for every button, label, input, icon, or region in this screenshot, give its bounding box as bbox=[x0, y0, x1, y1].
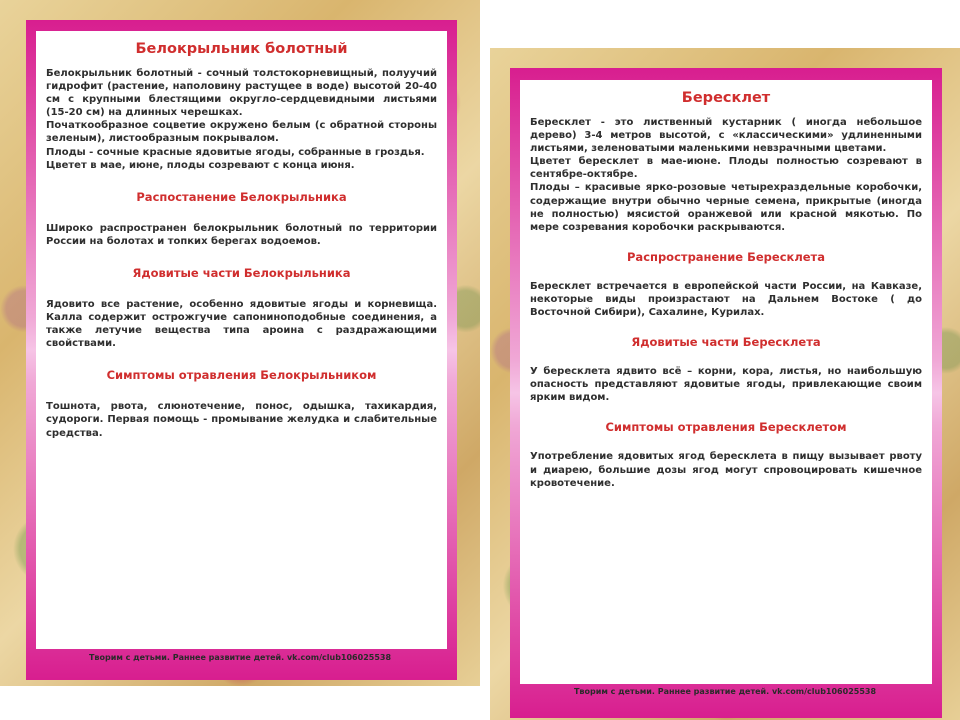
right-card-panel bbox=[520, 80, 932, 684]
left-card-panel bbox=[36, 31, 447, 649]
left-intro-line: Цветет в мае, июне, плоды созревают с конца июня. bbox=[46, 159, 355, 171]
right-intro-line: Бересклет - это лиственный кустарник ( иногда небольшое дерево) 3-4 метров высотой, с «классическими» удлиненными листьями, зеленоватыми маленькими невзрачными цветами. bbox=[530, 117, 922, 155]
left-section-text: Тошнота, рвота, слюнотечение, понос, одышка, тахикардия, судороги. Первая помощь - промывание желудка и слабительные средства. bbox=[46, 401, 437, 439]
right-section-text: У бересклета ядвито всё – корни, кора, листья, но наибольшую опасность представляют ядовитые ягоды, привлекающие своим ярким видом. bbox=[530, 366, 922, 404]
right-intro-line: Цветет бересклет в мае-июне. Плоды полностью созревают в сентябре-октябре. bbox=[530, 156, 922, 181]
right-card-footer: Творим с детьми. Раннее развитие детей. vk.com/club106025538 bbox=[573, 687, 877, 696]
left-intro-line: Белокрыльник болотный - сочный толстокорневищный, полуучий гидрофит (растение, наполовину растущее в воде) высотой 20-40 см с крупными блестящими округло-сердцевидными листьями (15-20 см) на длинных черешках. bbox=[46, 68, 437, 119]
right-section-text: Бересклет встречается в европейской части России, на Кавказе, некоторые виды произрастают на Дальнем Востоке ( до Восточной Сибири), Сахалине, Курилах. bbox=[530, 280, 922, 319]
left-card-footer: Творим с детьми. Раннее развитие детей. vk.com/club106025538 bbox=[88, 653, 392, 662]
right-card-title: Бересклет bbox=[681, 90, 771, 106]
left-section-text: Широко распространен белокрыльник болотный по территории России на болотах и топких берегах водоемов. bbox=[46, 222, 437, 247]
left-card-title: Белокрыльник болотный bbox=[135, 41, 348, 57]
left-section-text: Ядовито все растение, особенно ядовитые ягоды и корневища. Калла содержит острожгучие сапониноподобные соединения, а также летучие вещества типа ароина с раздражающими свойствами. bbox=[46, 298, 437, 350]
left-intro-line: Плоды - сочные красные ядовитые ягоды, собранные в гроздья. bbox=[46, 146, 425, 158]
right-section-text: Употребление ядовитых ягод бересклета в пищу вызывает рвоту и диарею, большие дозы ягод могут спровоцировать кишечное кровотечение. bbox=[530, 451, 922, 489]
left-section-heading: Ядовитые части Белокрыльника bbox=[132, 265, 351, 280]
right-card bbox=[490, 48, 960, 720]
right-section-heading: Распространение Бересклета bbox=[627, 249, 825, 264]
right-section-heading: Симптомы отравления Бересклетом bbox=[605, 420, 847, 435]
left-section-heading: Симптомы отравления Белокрыльником bbox=[106, 368, 377, 383]
right-section-heading: Ядовитые части Бересклета bbox=[631, 335, 821, 350]
right-intro-line: Плоды – красивые ярко-розовые четырехраздельные коробочки, содержащие внутри обычно черные семена, прикрытые (иногда не полностью) мясистой оранжевой или красной мякотью. По мере созревания коробочки раскрываются. bbox=[530, 182, 922, 233]
left-section-heading: Распостанение Белокрыльника bbox=[136, 189, 347, 204]
left-intro-line: Початкообразное соцветие окружено белым (с обратной стороны зеленым), листообразным покрывалом. bbox=[46, 120, 437, 145]
left-card bbox=[0, 0, 480, 686]
